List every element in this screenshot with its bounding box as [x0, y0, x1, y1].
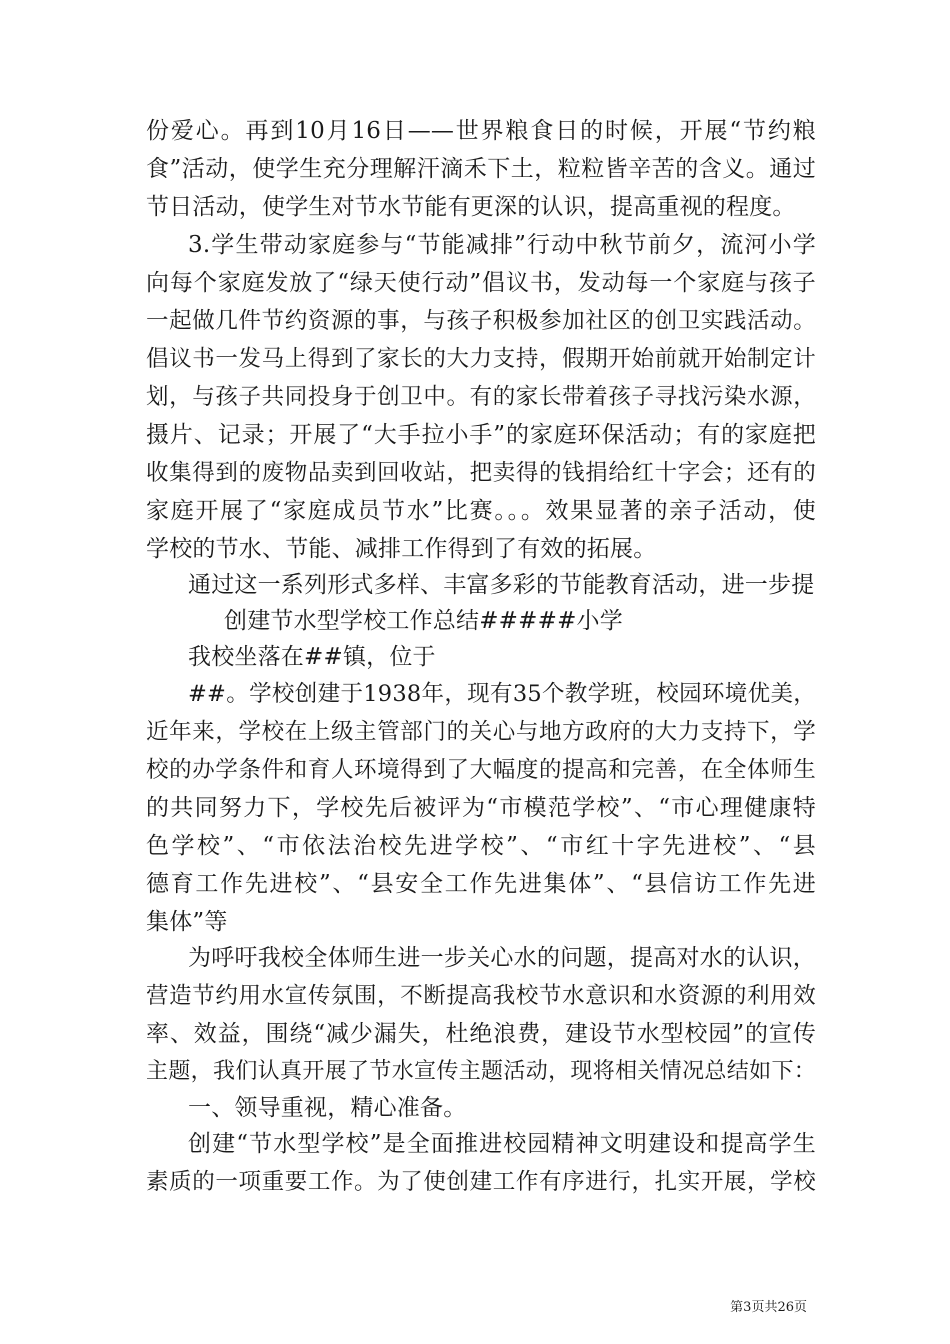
text-line: 摄片、记录；开展了“大手拉小手”的家庭环保活动；有的家庭把 [146, 422, 816, 448]
text-line: 3.学生带动家庭参与“节能减排”行动中秋节前夕，流河小学 [188, 232, 816, 258]
text-line: 划，与孩子共同投身于创卫中。有的家长带着孩子寻找污染水源， [146, 384, 816, 410]
text-line: 份爱心。再到10月16日——世界粮食日的时候，开展“节约粮 [146, 118, 816, 144]
text-line: 倡议书一发马上得到了家长的大力支持，假期开始前就开始制定计 [146, 346, 816, 372]
text-line: 素质的一项重要工作。为了使创建工作有序进行，扎实开展，学校 [146, 1169, 816, 1195]
text-line: 的共同努力下，学校先后被评为“市模范学校”、“市心理健康特 [146, 795, 816, 821]
text-line: 收集得到的废物品卖到回收站，把卖得的钱捐给红十字会；还有的 [146, 460, 816, 486]
text-line: 一起做几件节约资源的事，与孩子积极参加社区的创卫实践活动。 [146, 308, 816, 334]
text-line: 营造节约用水宣传氛围，不断提高我校节水意识和水资源的利用效 [146, 983, 816, 1009]
text-line: 校的办学条件和育人环境得到了大幅度的提高和完善，在全体师生 [146, 757, 816, 783]
text-line: 节日活动，使学生对节水节能有更深的认识，提高重视的程度。 [146, 194, 796, 220]
text-line: 色学校”、“市依法治校先进学校”、“市红十字先进校”、“县 [146, 833, 816, 859]
text-line: 向每个家庭发放了“绿天使行动”倡议书，发动每一个家庭与孩子 [146, 270, 816, 296]
section-title: 创建节水型学校工作总结#####小学 [224, 608, 623, 634]
text-line: 率、效益，围绕“减少漏失，杜绝浪费，建设节水型校园”的宣传 [146, 1021, 816, 1047]
text-line: 德育工作先进校”、“县安全工作先进集体”、“县信访工作先进 [146, 871, 816, 897]
text-line: 主题，我们认真开展了节水宣传主题活动，现将相关情况总结如下： [146, 1059, 816, 1084]
page-number: 第3页共26页 [730, 1300, 807, 1315]
text-line: 家庭开展了“家庭成员节水”比赛。。。效果显著的亲子活动，使 [146, 498, 816, 524]
text-line: ##。学校创建于1938年，现有35个教学班，校园环境优美， [188, 681, 816, 707]
text-line: 近年来，学校在上级主管部门的关心与地方政府的大力支持下，学 [146, 719, 816, 745]
text-line: 食”活动，使学生充分理解汗滴禾下土，粒粒皆辛苦的含义。通过 [146, 156, 816, 182]
text-line: 学校的节水、节能、减排工作得到了有效的拓展。 [146, 536, 657, 562]
text-line: 集体”等 [146, 909, 228, 935]
text-line: 创建“节水型学校”是全面推进校园精神文明建设和提高学生 [188, 1131, 816, 1157]
section-heading: 一、领导重视，精心准备。 [188, 1095, 467, 1121]
text-line: 为呼吁我校全体师生进一步关心水的问题，提高对水的认识， [188, 945, 816, 971]
text-line: 通过这一系列形式多样、丰富多彩的节能教育活动，进一步提 [188, 572, 815, 598]
text-line: 我校坐落在##镇，位于 [188, 644, 436, 670]
